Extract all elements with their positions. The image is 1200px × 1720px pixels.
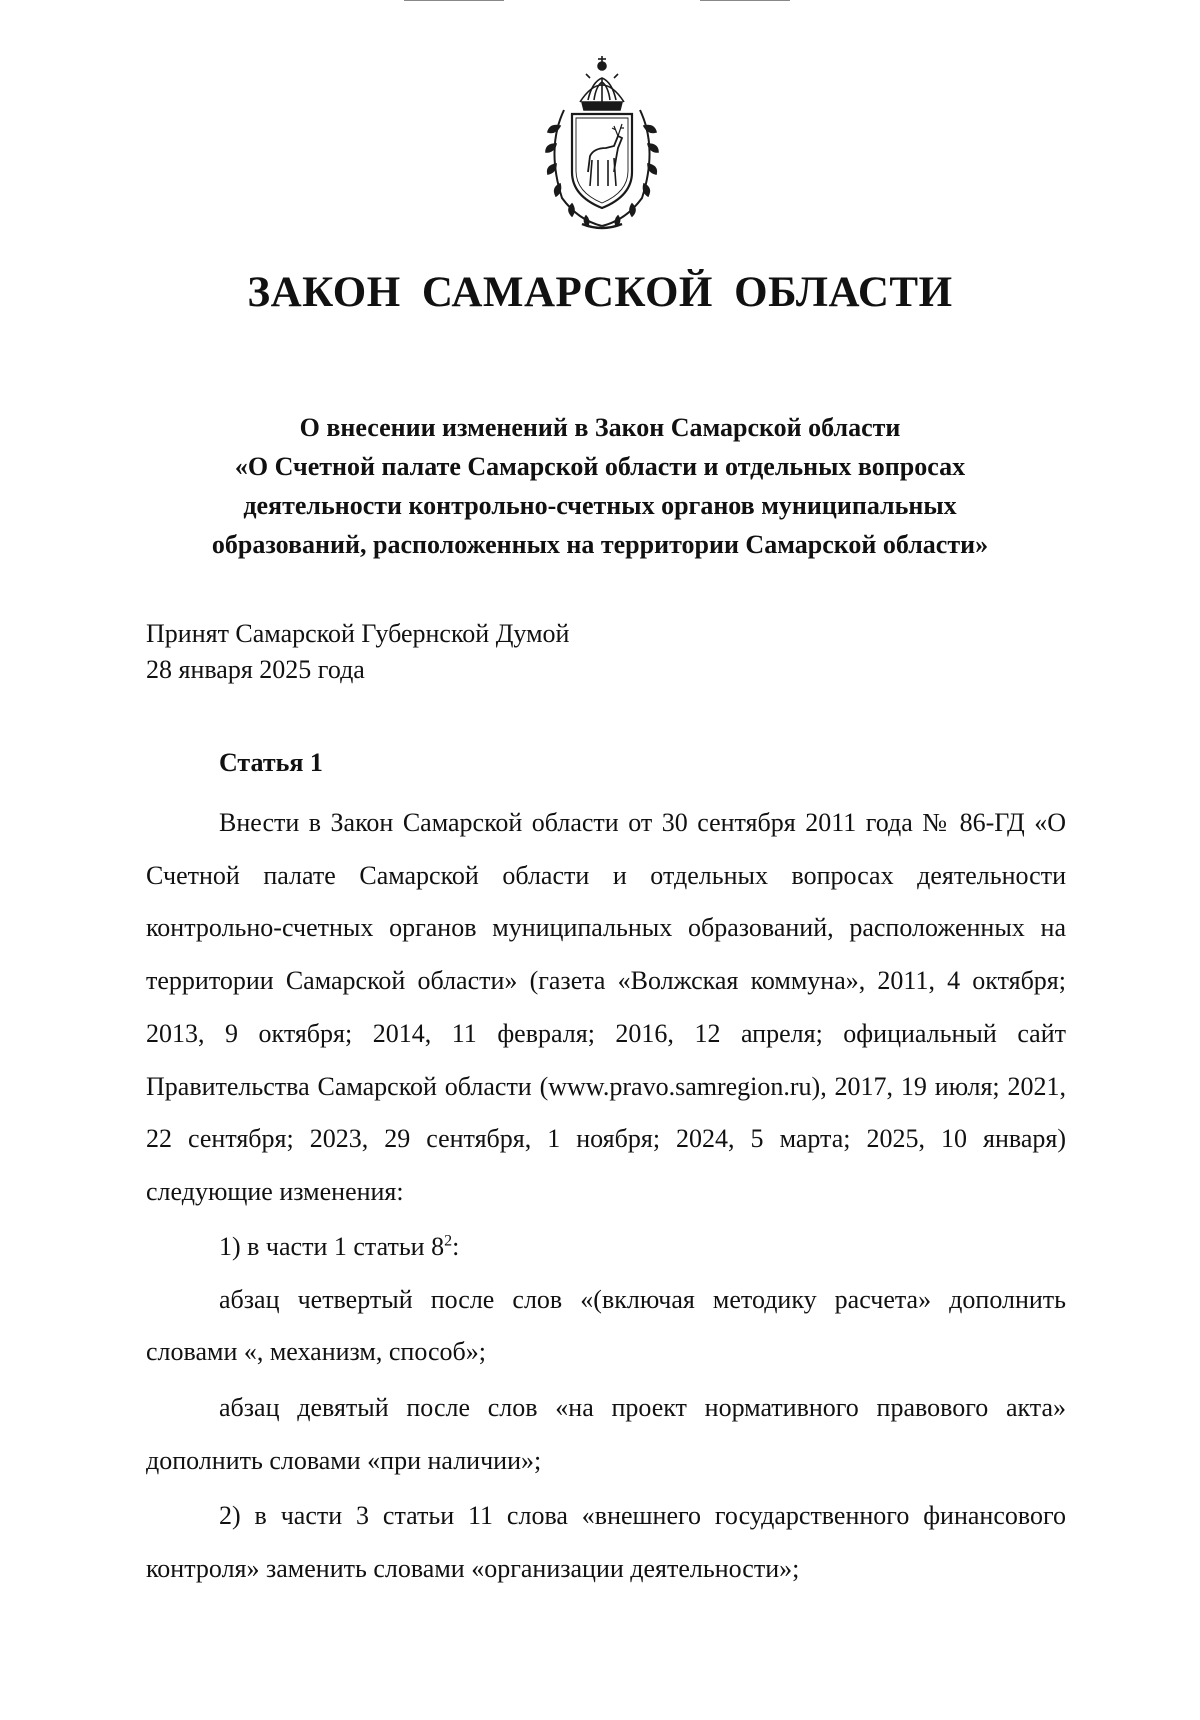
amendment-item-1-colon: : — [452, 1231, 460, 1261]
subtitle-line: О внесении изменений в Закон Самарской области — [299, 413, 901, 442]
subtitle-line: деятельности контрольно-счетных органов муниципальных — [243, 491, 957, 520]
amendment-paragraph: абзац четвертый после слов «(включая методику расчета» дополнить словами «, механизм, способ»; — [146, 1284, 1066, 1367]
adoption-body: Принят Самарской Губернской Думой — [146, 619, 570, 648]
superscript-index: 2 — [444, 1231, 453, 1249]
article-intro-paragraph: Внести в Закон Самарской области от 30 сентября 2011 года № 86-ГД «О Счетной палате Самарской области и отдельных вопросах деятельности контрольно-счетных органов муниципальных образований, расположенных на территории Самарской области» (газета «Волжская коммуна», 2011, 4 октября; 2013, 9 октября; 2014, 11 февраля; 2016, 12 апреля; официальный сайт Правительства Самарской области (www.pravo.samregion.ru), 2017, 19 июля; 2021, 22 сентября; 2023, 29 сентября, 1 ноября; 2024, 5 марта; 2025, 10 января) следующие изменения: — [146, 808, 1066, 1206]
amendment-item-1-text: 1) в части 1 статьи 8 — [219, 1231, 445, 1261]
law-subtitle — [150, 408, 1050, 564]
subtitle-line: «О Счетной палате Самарской области и отдельных вопросах — [234, 452, 966, 481]
law-title: ЗАКОН САМАРСКОЙ ОБЛАСТИ — [247, 269, 953, 316]
coat-of-arms-icon — [528, 48, 676, 234]
scan-edge-mark — [404, 0, 504, 1]
adoption-date: 28 января 2025 года — [146, 655, 365, 684]
article-heading: Статья 1 — [219, 748, 323, 777]
scan-edge-mark — [700, 0, 790, 1]
adoption-block — [146, 616, 569, 688]
amendment-item-1 — [146, 1222, 1066, 1271]
amendment-paragraph: абзац девятый после слов «на проект нормативного правового акта» дополнить словами «при наличии»; — [146, 1393, 1066, 1475]
amendment-item-2: 2) в части 3 статьи 11 слова «внешнего государственного финансового контроля» заменить словами «организации деятельности»; — [146, 1501, 1066, 1584]
article-body — [146, 797, 1066, 1596]
subtitle-line: образований, расположенных на территории Самарской области» — [211, 530, 989, 559]
